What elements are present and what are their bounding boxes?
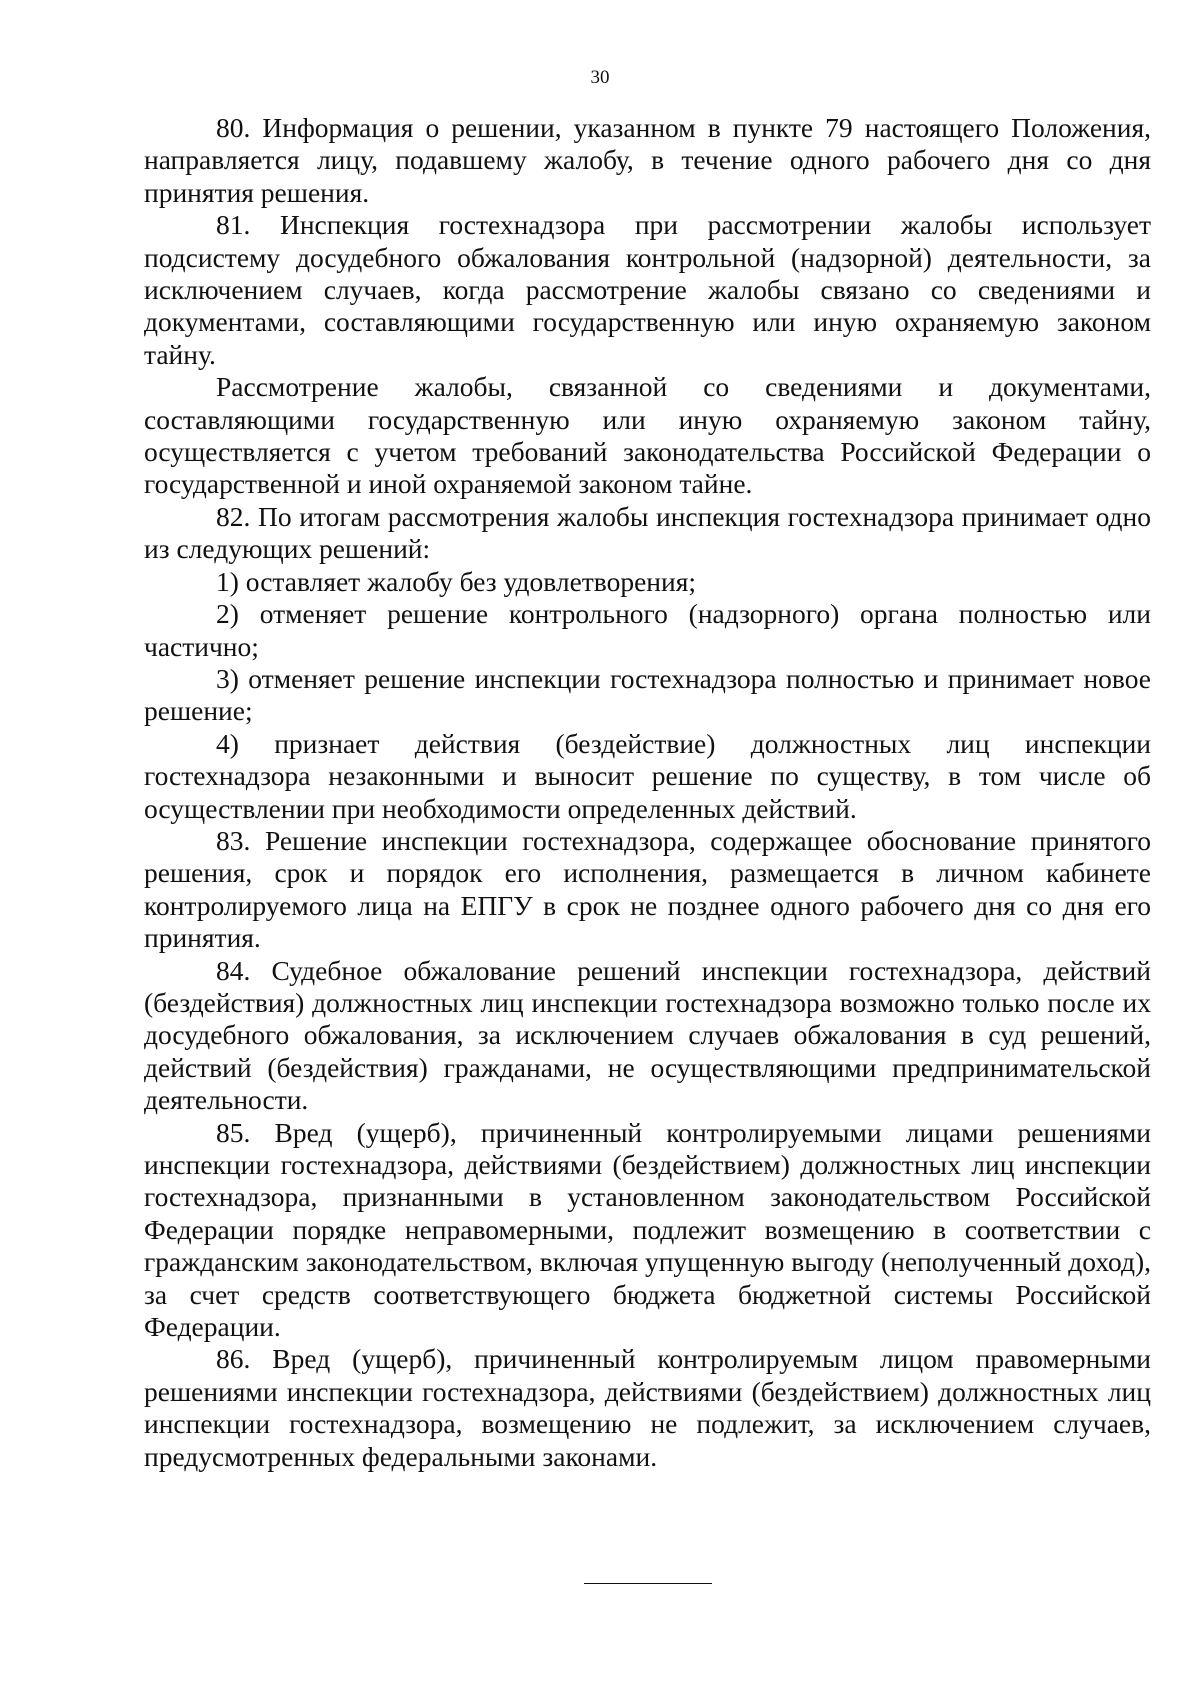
paragraph-82-item-1: 1) оставляет жалобу без удовлетворения; bbox=[216, 565, 697, 597]
paragraph-83: 83. Решение инспекции гостехнадзора, содержащее обоснование принятого решения, срок и порядок его исполнения, размещается в личном кабинете контролируемого лица на ЕПГУ в срок не позднее одного рабочего дня со дня его принятия. bbox=[144, 824, 1151, 954]
paragraph-82-item-2: 2) отменяет решение контрольного (надзорного) органа полностью или частично; bbox=[144, 598, 1151, 662]
paragraph-82-item-3: 3) отменяет решение инспекции гостехнадзора полностью и принимает новое решение; bbox=[144, 662, 1151, 727]
paragraph-84: 84. Судебное обжалование решений инспекции гостехнадзора, действий (бездействия) должностных лиц инспекции гостехнадзора возможно только после их досудебного обжалования, за исключением случаев обжалования в суд решений, действий (бездействия) гражданами, не осуществляющими предпринимательской деятельности. bbox=[144, 954, 1151, 1116]
paragraph-82-item-4: 4) признает действия (бездействие) должностных лиц инспекции гостехнадзора незаконными и выносит решение по существу, в том числе об осуществлении при необходимости определенных действий. bbox=[144, 727, 1151, 824]
end-separator-line bbox=[584, 1583, 712, 1584]
paragraph-85: 85. Вред (ущерб), причиненный контролируемыми лицами решениями инспекции гостехнадзора, действиями (бездействием) должностных лиц инспекции гостехнадзора, признанными в установленном законодательством Российской Федерации порядке неправомерными, подлежит возмещению в соответствии с гражданским законодательством, включая упущенную выгоду (неполученный доход), за счет средств соответствующего бюджета бюджетной системы Российской Федерации. bbox=[144, 1116, 1151, 1343]
paragraph-86: 86. Вред (ущерб), причиненный контролируемым лицом правомерными решениями инспекции гостехнадзора, действиями (бездействием) должностных лиц инспекции гостехнадзора, возмещению не подлежит, за исключением случаев, предусмотренных федеральными законами. bbox=[144, 1343, 1151, 1472]
paragraph-81-secrecy: Рассмотрение жалобы, связанной со сведениями и документами, составляющими государственную или иную охраняемую законом тайну, осуществляется с учетом требований законодательства Российской Федерации о государственной и иной охраняемой законом тайне. bbox=[144, 371, 1151, 500]
page-number: 30 bbox=[590, 67, 610, 88]
body-text bbox=[144, 112, 1151, 1473]
paragraph-80: 80. Информация о решении, указанном в пункте 79 настоящего Положения, направляется лицу, подавшему жалобу, в течение одного рабочего дня со дня принятия решения. bbox=[144, 112, 1151, 208]
paragraph-81: 81. Инспекция гостехнадзора при рассмотрении жалобы использует подсистему досудебного обжалования контрольной (надзорной) деятельности, за исключением случаев, когда рассмотрение жалобы связано со сведениями и документами, составляющими государственную или иную охраняемую законом тайну. bbox=[144, 209, 1151, 370]
paragraph-82: 82. По итогам рассмотрения жалобы инспекция гостехнадзора принимает одно из следующих решений: bbox=[144, 500, 1151, 565]
